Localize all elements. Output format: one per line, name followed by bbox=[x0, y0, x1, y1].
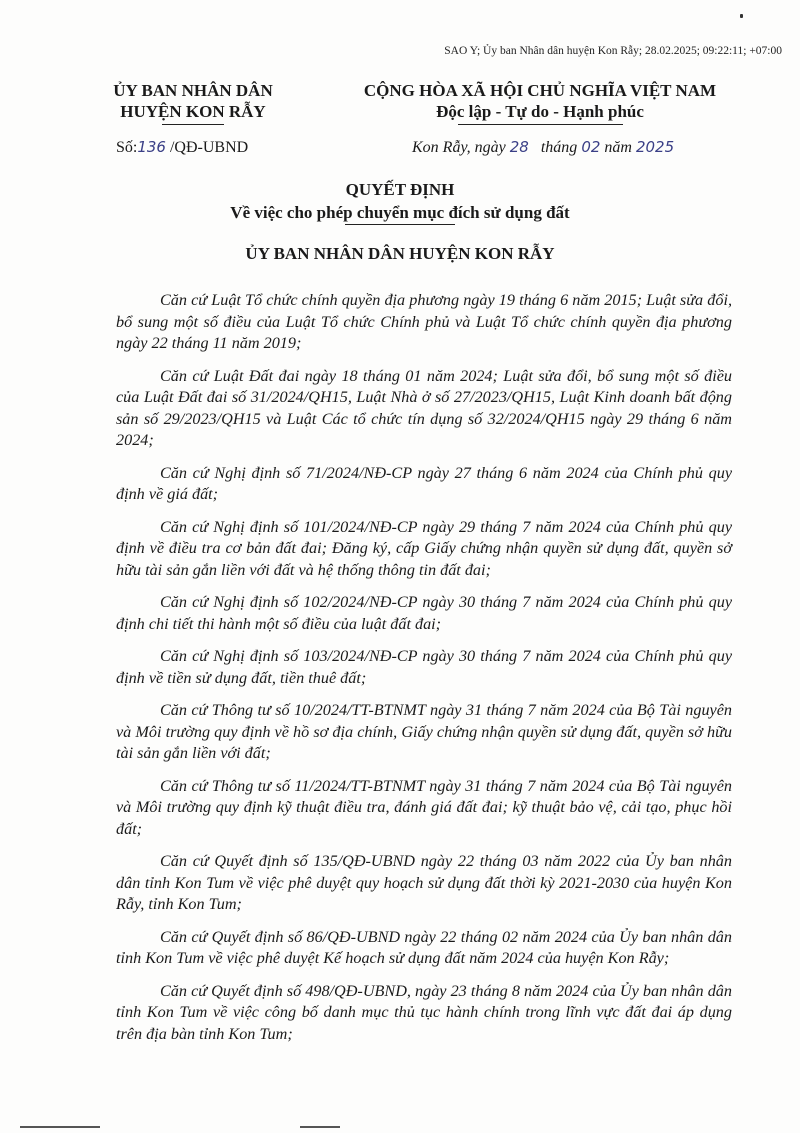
month-label: tháng bbox=[540, 139, 578, 156]
legal-basis-paragraph: Căn cứ Nghị định số 71/2024/NĐ-CP ngày 27 tháng 6 năm 2024 của Chính phủ quy định về giá đất; bbox=[116, 463, 732, 503]
scan-speck bbox=[740, 14, 743, 18]
document-title bbox=[0, 178, 800, 225]
handwritten-day: 28 bbox=[509, 138, 529, 156]
motto: Độc lập - Tự do - Hạnh phúc bbox=[436, 102, 644, 121]
scan-edge-marks bbox=[0, 1126, 800, 1132]
agency-line-1: ỦY BAN NHÂN DÂN bbox=[113, 81, 273, 100]
number-prefix: Số: bbox=[116, 139, 138, 156]
issuing-authority: ỦY BAN NHÂN DÂN HUYỆN KON RẪY bbox=[245, 244, 555, 263]
issuing-agency bbox=[98, 80, 288, 125]
title-underline bbox=[345, 224, 455, 225]
legal-basis-paragraph: Căn cứ Nghị định số 103/2024/NĐ-CP ngày 30 tháng 7 năm 2024 của Chính phủ quy định về tiền sử dụng đất, tiền thuê đất; bbox=[116, 647, 732, 687]
legal-basis-paragraph: Căn cứ Thông tư số 11/2024/TT-BTNMT ngày 31 tháng 7 năm 2024 của Bộ Tài nguyên và Môi trường quy định kỹ thuật điều tra, đánh giá đất đai; kỹ thuật bảo vệ, cải tạo, phục hồi đất; bbox=[116, 776, 732, 838]
legal-basis-paragraph: Căn cứ Thông tư số 10/2024/TT-BTNMT ngày 31 tháng 7 năm 2024 của Bộ Tài nguyên và Môi trường quy định về hồ sơ địa chính, Giấy chứng nhận quyền sử dụng đất, quyền sở hữu tài sản gắn liền với đất; bbox=[116, 701, 732, 762]
handwritten-number: 136 bbox=[137, 138, 166, 156]
legal-basis-paragraph: Căn cứ Luật Đất đai ngày 18 tháng 01 năm 2024; Luật sửa đổi, bổ sung một số điều của Luật Đất đai số 31/2024/QH15, Luật Nhà ở số 27/2023/QH15, Luật Kinh doanh bất động sản số 29/2023/QH15 và Luật Các tổ chức tín dụng số 32/2024/QH15 ngày 29 tháng 6 năm 2024; bbox=[116, 366, 732, 449]
handwritten-month: 02 bbox=[581, 138, 601, 156]
document-number bbox=[116, 138, 248, 157]
agency-line-2: HUYỆN KON RẪY bbox=[120, 102, 266, 121]
legal-basis-paragraph: Căn cứ Quyết định số 86/QĐ-UBND ngày 22 tháng 02 năm 2024 của Ủy ban nhân dân tỉnh Kon Tum về việc phê duyệt Kế hoạch sử dụng đất năm 2024 của huyện Kon Rẫy; bbox=[116, 927, 732, 967]
year-label: năm bbox=[604, 139, 632, 156]
legal-basis bbox=[116, 290, 732, 1056]
legal-basis-paragraph: Căn cứ Luật Tổ chức chính quyền địa phương ngày 19 tháng 6 năm 2015; Luật sửa đổi, bổ sung một số điều của Luật Tổ chức Chính phủ và Luật Tổ chức chính quyền địa phương ngày 22 tháng 11 năm 2019; bbox=[116, 291, 732, 352]
motto-underline bbox=[458, 124, 623, 125]
number-suffix: /QĐ-UBND bbox=[169, 139, 249, 156]
legal-basis-paragraph: Căn cứ Nghị định số 102/2024/NĐ-CP ngày 30 tháng 7 năm 2024 của Chính phủ quy định chi tiết thi hành một số điều của luật đất đai; bbox=[116, 593, 732, 633]
date-place: Kon Rẫy, ngày bbox=[412, 139, 506, 156]
title-subject: Về việc cho phép chuyển mục đích sử dụng đất bbox=[230, 203, 570, 222]
agency-underline bbox=[162, 124, 224, 125]
national-motto bbox=[330, 80, 750, 125]
legal-basis-paragraph: Căn cứ Quyết định số 135/QĐ-UBND ngày 22 tháng 03 năm 2022 của Ủy ban nhân dân tỉnh Kon Tum về việc phê duyệt quy hoạch sử dụng đất thời kỳ 2021-2030 của huyện Kon Rẫy, tỉnh Kon Tum; bbox=[116, 852, 732, 913]
country-name: CỘNG HÒA XÃ HỘI CHỦ NGHĨA VIỆT NAM bbox=[363, 81, 717, 100]
legal-basis-paragraph: Căn cứ Quyết định số 498/QĐ-UBND, ngày 23 tháng 8 năm 2024 của Ủy ban nhân dân tỉnh Kon Tum về việc công bố danh mục thủ tục hành chính trong lĩnh vực đất đai áp dụng trên địa bàn tỉnh Kon Tum; bbox=[116, 981, 732, 1043]
handwritten-year: 2025 bbox=[635, 138, 675, 156]
legal-basis-paragraph: Căn cứ Nghị định số 101/2024/NĐ-CP ngày 29 tháng 7 năm 2024 của Chính phủ quy định về điều tra cơ bản đất đai; Đăng ký, cấp Giấy chứng nhận quyền sử dụng đất, quyền sở hữu tài sản gắn liền với đất và hệ thống thông tin đất đai; bbox=[116, 517, 732, 579]
digital-copy-stamp: SAO Y; Ủy ban Nhân dân huyện Kon Rẫy; 28.02.2025; 09:22:11; +07:00 bbox=[444, 45, 782, 57]
date-line bbox=[412, 138, 674, 157]
title-main: QUYẾT ĐỊNH bbox=[345, 180, 455, 199]
